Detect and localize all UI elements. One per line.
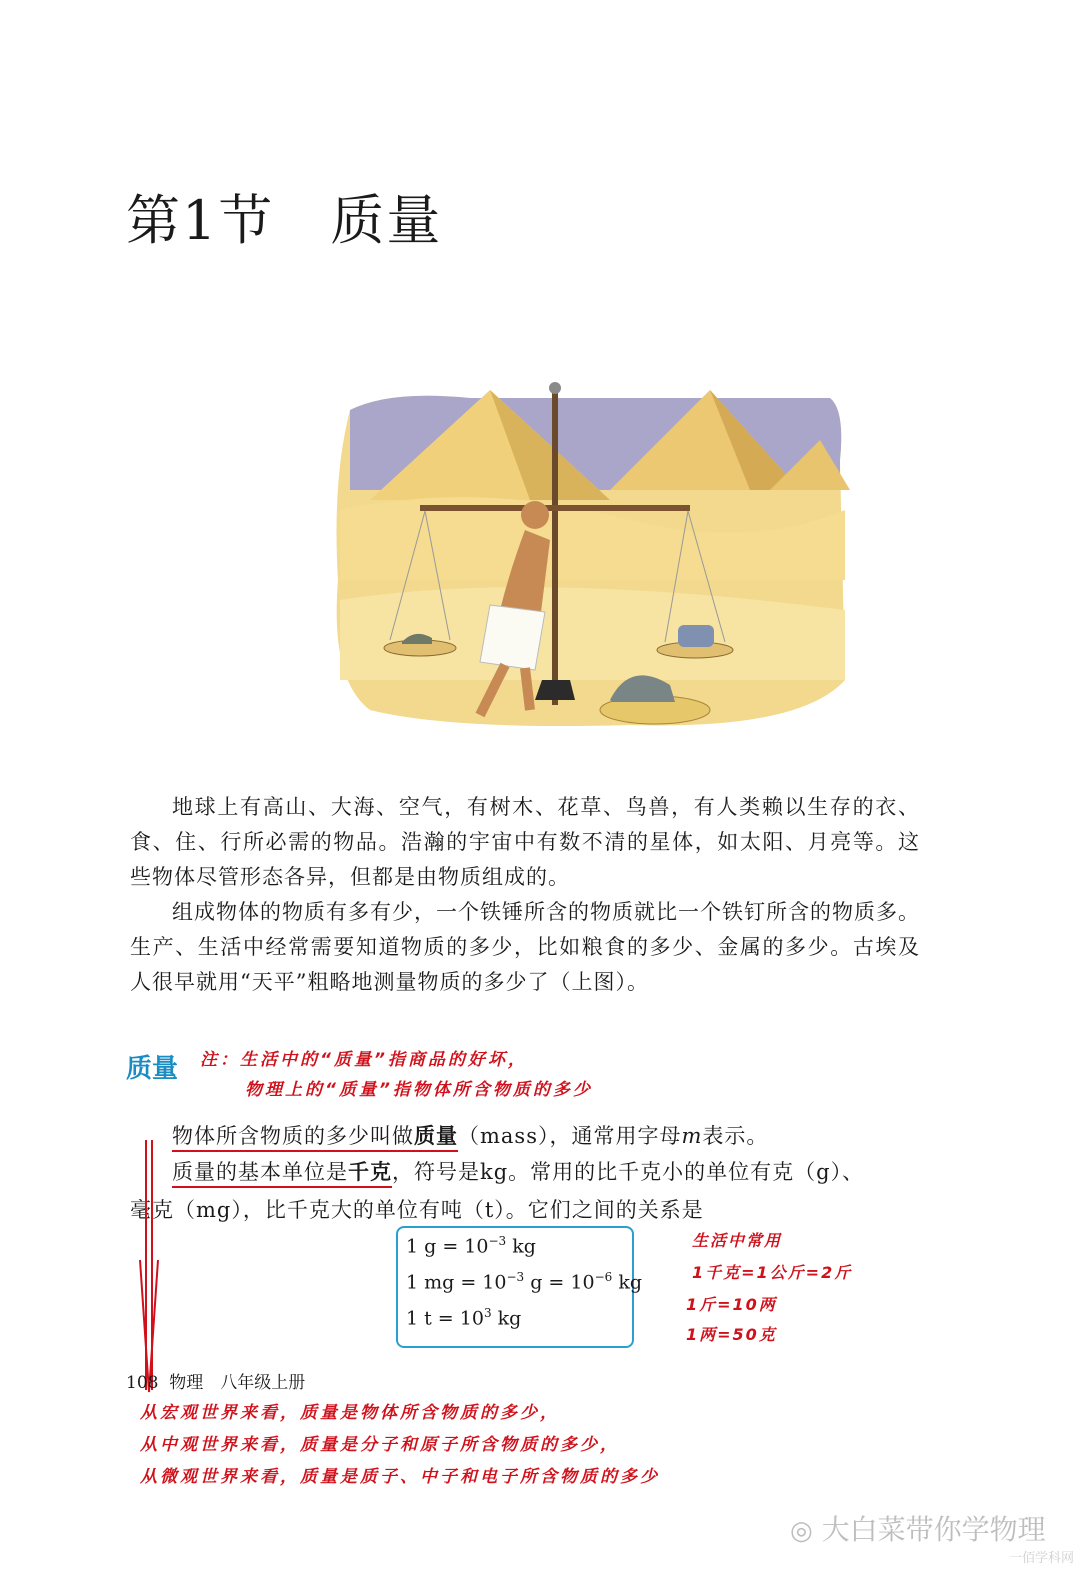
handwritten-note-line-1: 注：生活中的“质量”指商品的好坏，	[200, 1050, 528, 1070]
units-sentence-kg-term: 千克	[348, 1159, 392, 1188]
watermark-text: 大白菜带你学物理	[821, 1513, 1046, 1546]
definition-part-3: 表示。	[702, 1124, 769, 1148]
section-title: 第1节 质量	[126, 189, 443, 252]
side-note-liang: 1两=50克	[686, 1325, 777, 1344]
formula-g-kg: 1 $g = 10^{-3}$ kg	[406, 1234, 536, 1258]
subheading-mass: 质量	[126, 1054, 179, 1084]
definition-sentence	[172, 1120, 768, 1150]
bottom-note-macro: 从宏观世界来看，质量是物体所含物质的多少，	[140, 1403, 560, 1423]
definition-part-1: 物体所含物质的多少叫做	[172, 1124, 414, 1152]
page-footer: 108 物理 八年级上册	[126, 1373, 306, 1393]
intro-text	[130, 790, 920, 1000]
paragraph-1: 地球上有高山、大海、空气，有树木、花草、鸟兽，有人类赖以生存的衣、食、住、行所必需的物品。浩瀚的宇宙中有数不清的星体，如太阳、月亮等。这些物体尽管形态各异，但都是由物质组成的。	[130, 795, 920, 889]
bottom-note-meso: 从中观世界来看，质量是分子和原子所含物质的多少，	[140, 1435, 620, 1455]
bottom-note-micro: 从微观世界来看，质量是质子、中子和电子所含物质的多少	[140, 1467, 660, 1487]
egyptian-balance-illustration	[330, 380, 850, 740]
handwritten-note-line-2: 物理上的“质量”指物体所含物质的多少	[245, 1080, 593, 1100]
mass-symbol: m	[681, 1124, 703, 1148]
unit-relations-box	[396, 1226, 642, 1348]
wechat-icon: ◎	[790, 1516, 813, 1546]
corner-watermark: 一佰学科网	[1008, 1551, 1074, 1566]
side-note-kg: 1千克=1公斤=2斤	[692, 1263, 853, 1282]
side-note-jin: 1斤=10两	[686, 1295, 777, 1314]
formula-mg-kg: 1 mg = $10^{-3}$ $g = 10^{-6}$ kg	[406, 1270, 642, 1294]
margin-arrow-annotation	[118, 1140, 178, 1400]
paragraph-2: 组成物体的物质有多有少，一个铁锤所含的物质就比一个铁钉所含的物质多。生产、生活中经常需要知道物质的多少，比如粮食的多少、金属的多少。古埃及人很早就用“天平”粗略地测量物质的多少了（上图）。	[130, 900, 920, 994]
side-note-heading: 生活中常用	[692, 1231, 783, 1250]
units-sentence-a: 质量的基本单位是	[172, 1160, 348, 1188]
definition-part-2: （mass），通常用字母	[458, 1124, 682, 1148]
formula-t-kg: 1 $t = 10^3$ kg	[406, 1306, 522, 1330]
units-sentence-line-2: 毫克（mg），比千克大的单位有吨（t）。它们之间的关系是	[130, 1198, 704, 1222]
units-sentence-b: ，符号是kg。常用的比千克小的单位有克（g）、	[392, 1160, 865, 1184]
watermark	[790, 1508, 1046, 1548]
units-sentence-line-1	[172, 1156, 864, 1186]
definition-term: 质量	[414, 1123, 458, 1152]
